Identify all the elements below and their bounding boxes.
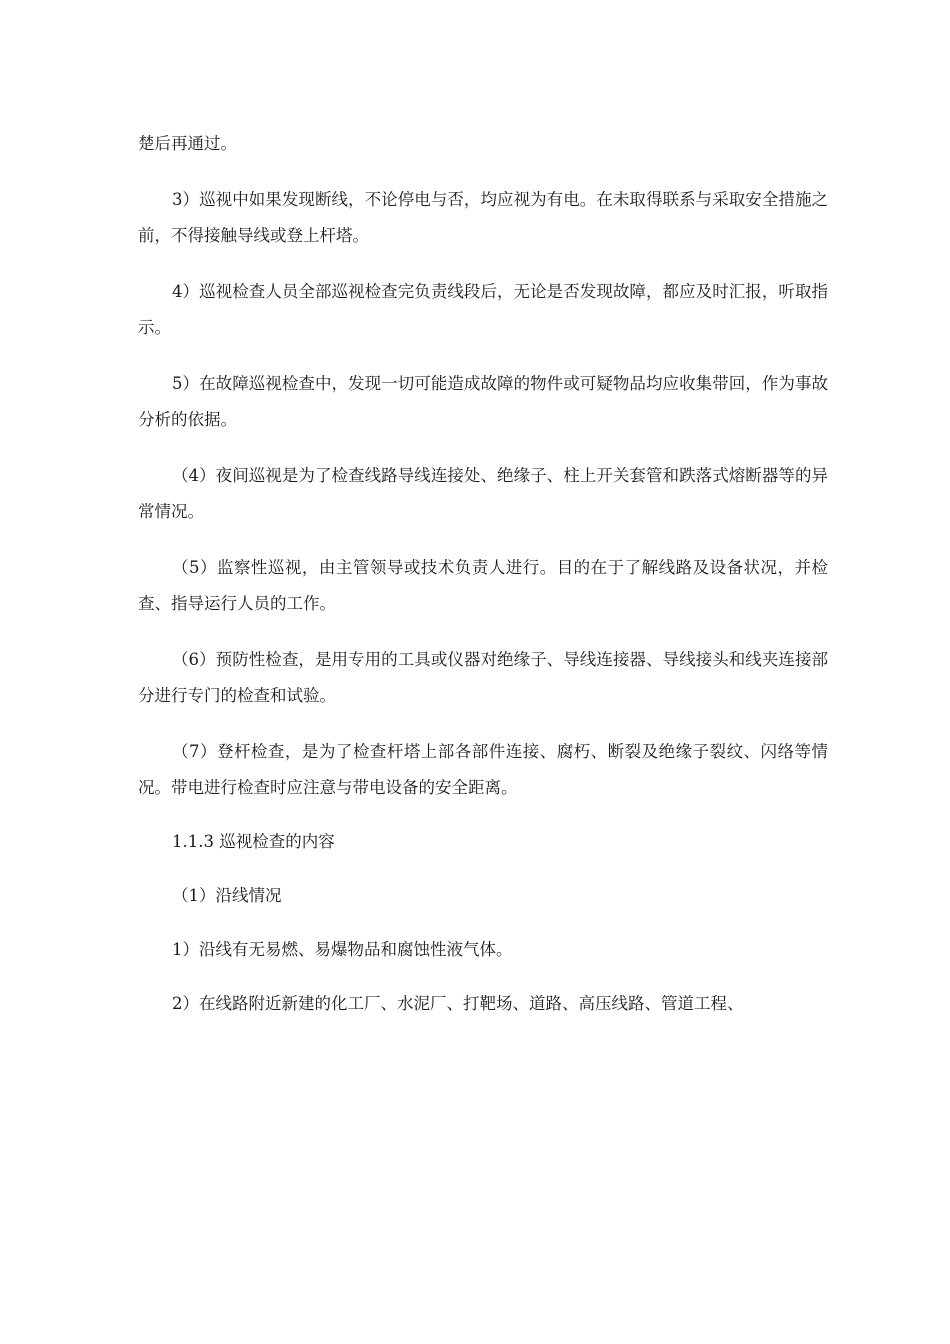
paragraph-item-4: 4）巡视检查人员全部巡视检查完负责线段后，无论是否发现故障，都应及时汇报，听取指示。	[138, 282, 828, 337]
document-body	[138, 126, 828, 1022]
paragraph-along-line-1: 1）沿线有无易燃、易爆物品和腐蚀性液气体。	[172, 940, 513, 959]
paragraph-supervisory-inspection: （5）监察性巡视，由主管领导或技术负责人进行。目的在于了解线路及设备状况，并检查、指导运行人员的工作。	[138, 558, 828, 613]
paragraph-item-5: 5）在故障巡视检查中，发现一切可能造成故障的物件或可疑物品均应收集带回，作为事故分析的依据。	[138, 374, 828, 429]
paragraph-continuation: 楚后再通过。	[138, 134, 237, 153]
paragraph-night-inspection: （4）夜间巡视是为了检查线路导线连接处、绝缘子、柱上开关套管和跌落式熔断器等的异常情况。	[138, 466, 828, 521]
paragraph-item-3: 3）巡视中如果发现断线，不论停电与否，均应视为有电。在未取得联系与采取安全措施之前，不得接触导线或登上杆塔。	[138, 190, 828, 245]
paragraph-climbing-inspection: （7）登杆检查，是为了检查杆塔上部各部件连接、腐朽、断裂及绝缘子裂纹、闪络等情况。带电进行检查时应注意与带电设备的安全距离。	[138, 742, 828, 797]
section-heading-inspection-content: 1.1.3 巡视检查的内容	[172, 832, 335, 851]
paragraph-along-line-2: 2）在线路附近新建的化工厂、水泥厂、打靶场、道路、高压线路、管道工程、	[172, 994, 744, 1013]
paragraph-preventive-inspection: （6）预防性检查，是用专用的工具或仪器对绝缘子、导线连接器、导线接头和线夹连接部分进行专门的检查和试验。	[138, 650, 828, 705]
subheading-along-line: （1）沿线情况	[172, 886, 282, 905]
